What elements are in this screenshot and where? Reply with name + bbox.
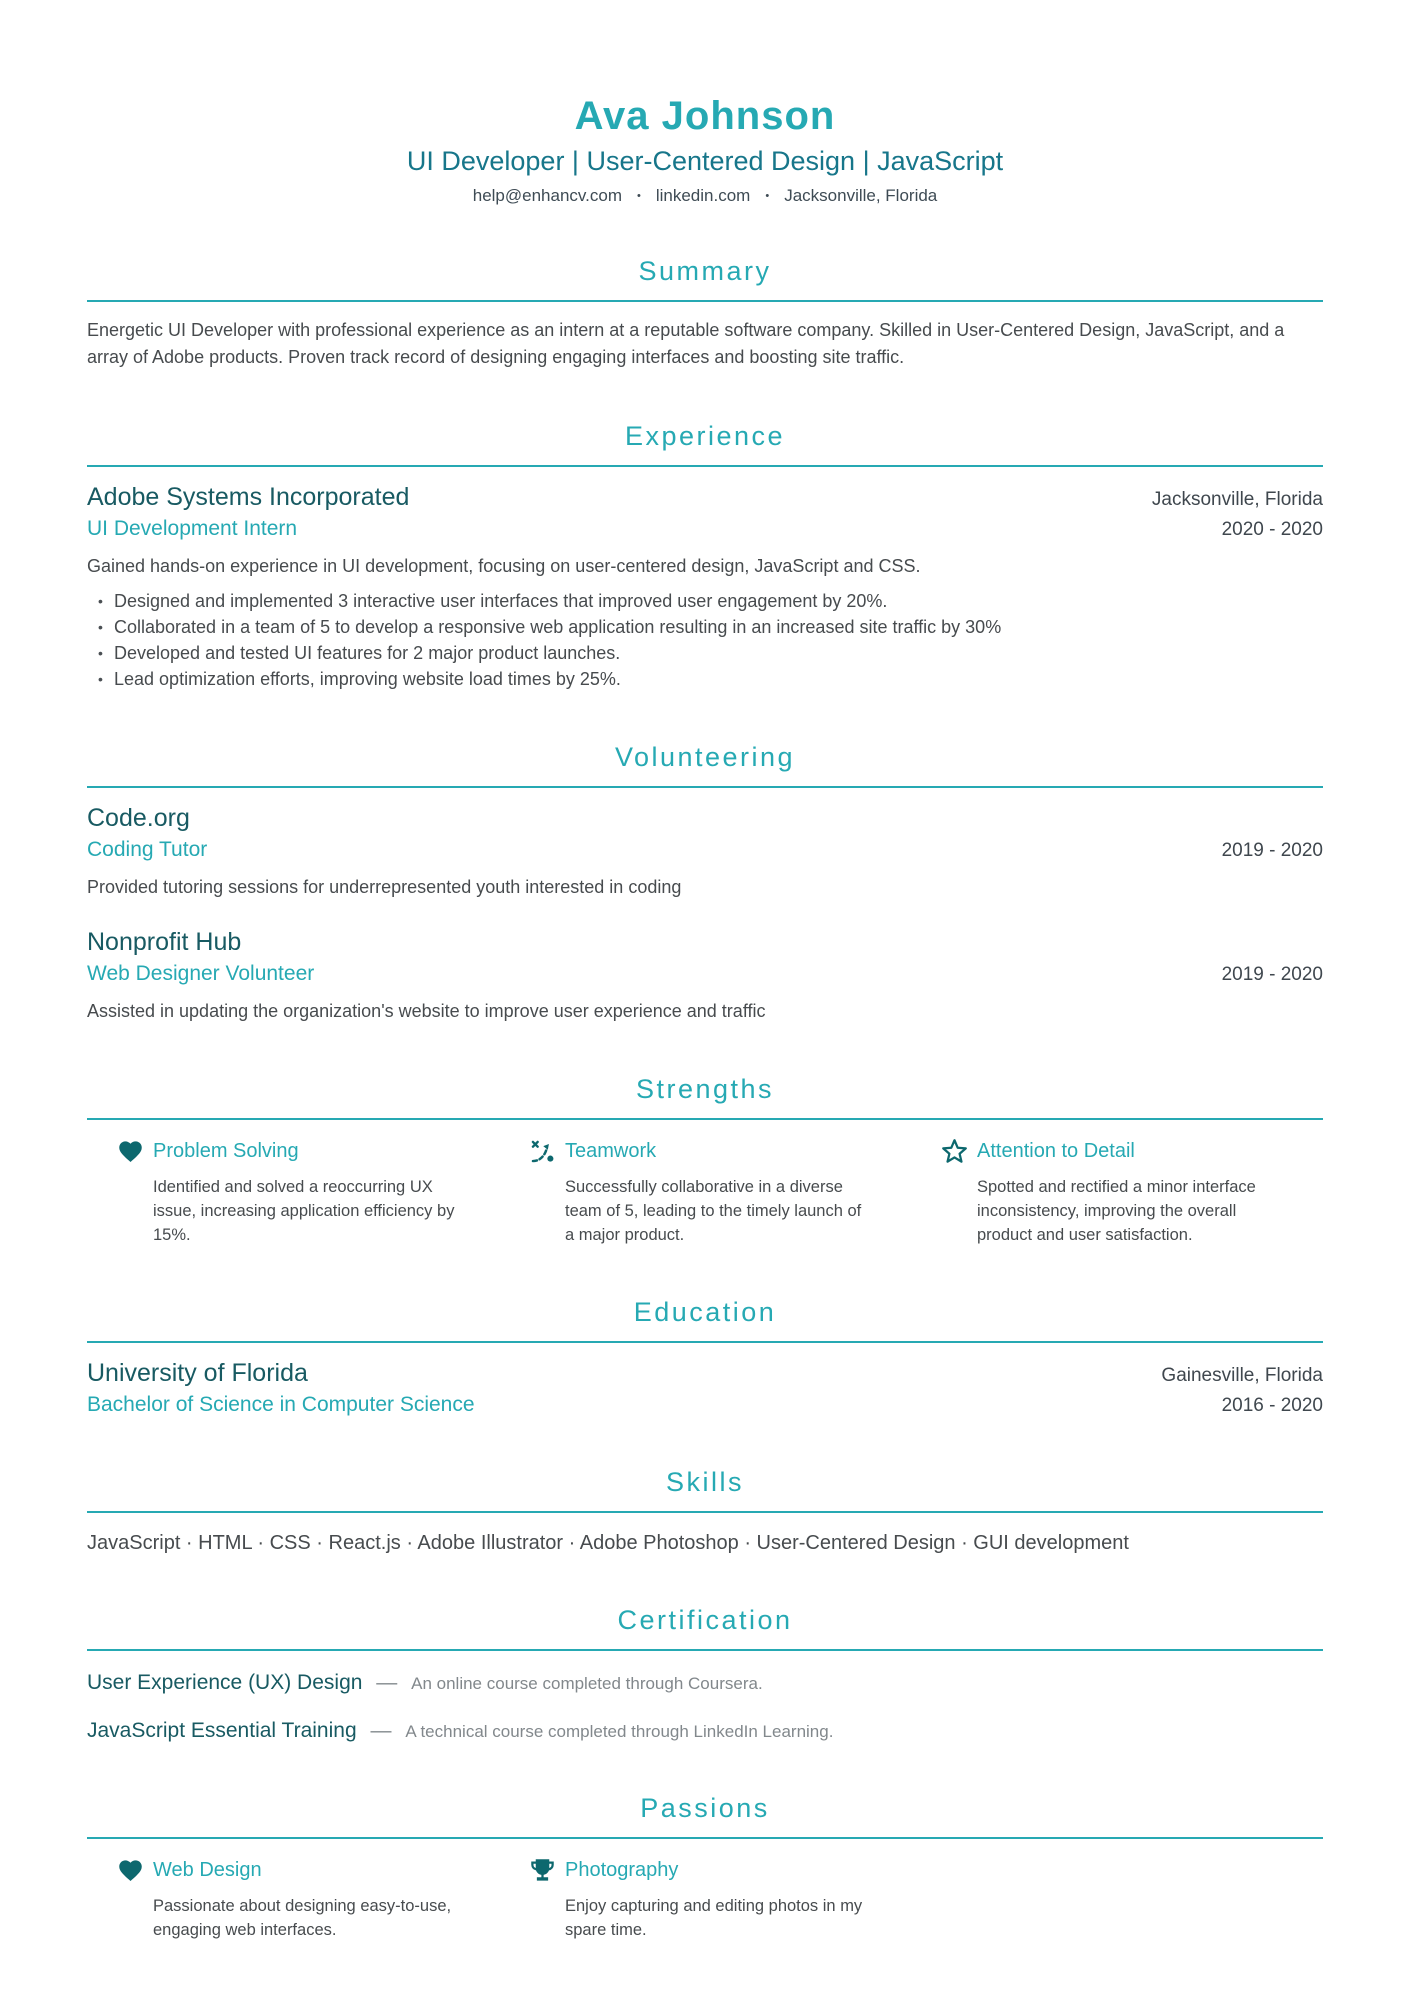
section-heading-strengths: Strengths bbox=[635, 1074, 775, 1104]
job-title: UI Developer | User-Centered Design | JavaScript bbox=[406, 146, 1004, 176]
heart-icon bbox=[117, 1138, 144, 1165]
role-row bbox=[87, 512, 1323, 541]
certification-entry bbox=[87, 1671, 1323, 1695]
org-row bbox=[87, 928, 1323, 957]
passion-item-empty bbox=[911, 1857, 1323, 1942]
achievement-list bbox=[87, 588, 1323, 692]
role-description: Assisted in updating the organization's website to improve user experience and traffic bbox=[87, 1001, 766, 1021]
passions-grid bbox=[87, 1857, 1323, 1942]
role-dates: 2020 - 2020 bbox=[1221, 519, 1323, 540]
dash-separator: — bbox=[370, 1719, 392, 1742]
role-row bbox=[87, 957, 1323, 986]
strength-title: Teamwork bbox=[565, 1140, 657, 1162]
experience-entry bbox=[87, 483, 1323, 692]
passion-text: Enjoy capturing and editing photos in my spare time. bbox=[565, 1897, 863, 1939]
section-heading-experience: Experience bbox=[624, 421, 786, 451]
passion-item bbox=[499, 1857, 911, 1942]
section-education bbox=[87, 1297, 1323, 1417]
school-name: University of Florida bbox=[87, 1359, 308, 1387]
strengths-grid bbox=[87, 1138, 1323, 1247]
contact-location: Jacksonville, Florida bbox=[784, 186, 938, 205]
star-icon bbox=[941, 1138, 968, 1165]
role-title: UI Development Intern bbox=[87, 517, 298, 540]
strength-title: Attention to Detail bbox=[977, 1140, 1135, 1162]
contact-linkedin[interactable]: linkedin.com bbox=[655, 186, 751, 205]
section-heading-education: Education bbox=[633, 1297, 777, 1327]
dash-separator: — bbox=[376, 1671, 398, 1694]
role-title: Coding Tutor bbox=[87, 838, 208, 861]
role-dates: 2019 - 2020 bbox=[1221, 840, 1323, 861]
section-rule bbox=[87, 1118, 1323, 1120]
strength-text: Identified and solved a reoccurring UX issue, increasing application efficiency by 15%. bbox=[153, 1178, 455, 1244]
role-dates: 2019 - 2020 bbox=[1221, 964, 1323, 985]
role-description: Gained hands-on experience in UI development, focusing on user-centered design, JavaScript and CSS. bbox=[87, 556, 921, 576]
company-row bbox=[87, 483, 1323, 512]
strength-item bbox=[911, 1138, 1323, 1247]
org-name: Code.org bbox=[87, 804, 190, 832]
role-title: Web Designer Volunteer bbox=[87, 962, 315, 985]
certification-entry bbox=[87, 1719, 1323, 1743]
section-heading-certification: Certification bbox=[617, 1605, 793, 1635]
separator-dot: • bbox=[636, 190, 641, 202]
summary-text: Energetic UI Developer with professional experience as an intern at a reputable software company. Skilled in User-Centered Design, JavaScript, and a array of Adobe products. Proven track record of designing engaging interfaces and boosting site traffic. bbox=[87, 320, 1285, 367]
achievement-item: • Designed and implemented 3 interactive user interfaces that improved user engagement by 20%. bbox=[87, 588, 1323, 614]
resume-header bbox=[87, 0, 1323, 206]
section-rule bbox=[87, 1649, 1323, 1651]
strength-item bbox=[499, 1138, 911, 1247]
org-name: Nonprofit Hub bbox=[87, 928, 242, 956]
separator-dot: • bbox=[765, 190, 770, 202]
achievement-item: • Collaborated in a team of 5 to develop a responsive web application resulting in an increased site traffic by 30% bbox=[87, 614, 1323, 640]
company-name: Adobe Systems Incorporated bbox=[87, 483, 410, 511]
section-rule bbox=[87, 300, 1323, 302]
section-strengths bbox=[87, 1074, 1323, 1247]
certification-description: An online course completed through Coursera. bbox=[411, 1674, 763, 1693]
strength-text: Spotted and rectified a minor interface inconsistency, improving the overall product and user satisfaction. bbox=[977, 1178, 1256, 1244]
achievement-item: • Developed and tested UI features for 2 major product launches. bbox=[87, 640, 1323, 666]
skills-list: JavaScript · HTML · CSS · React.js · Adobe Illustrator · Adobe Photoshop · User-Centered Design · GUI development bbox=[87, 1532, 1129, 1554]
school-row bbox=[87, 1359, 1323, 1388]
passion-title: Web Design bbox=[153, 1859, 262, 1881]
section-rule bbox=[87, 1837, 1323, 1839]
org-row bbox=[87, 804, 1323, 833]
section-skills bbox=[87, 1467, 1323, 1555]
degree-row bbox=[87, 1388, 1323, 1417]
education-entry bbox=[87, 1359, 1323, 1417]
section-experience bbox=[87, 421, 1323, 692]
heart-icon bbox=[117, 1857, 144, 1884]
section-passions bbox=[87, 1793, 1323, 1942]
strategy-icon bbox=[529, 1138, 556, 1165]
certification-description: A technical course completed through LinkedIn Learning. bbox=[405, 1722, 834, 1741]
volunteering-entry bbox=[87, 804, 1323, 900]
role-row bbox=[87, 833, 1323, 862]
section-rule bbox=[87, 1511, 1323, 1513]
section-certification bbox=[87, 1605, 1323, 1743]
role-description: Provided tutoring sessions for underrepresented youth interested in coding bbox=[87, 877, 682, 897]
passion-item bbox=[87, 1857, 499, 1942]
strength-text: Successfully collaborative in a diverse team of 5, leading to the timely launch of a major product. bbox=[565, 1178, 862, 1244]
section-rule bbox=[87, 786, 1323, 788]
strength-item bbox=[87, 1138, 499, 1247]
contact-row bbox=[87, 186, 1323, 206]
section-volunteering bbox=[87, 742, 1323, 1024]
section-rule bbox=[87, 1341, 1323, 1343]
contact-email[interactable]: help@enhancv.com bbox=[472, 186, 622, 205]
school-location: Gainesville, Florida bbox=[1161, 1365, 1323, 1386]
section-summary bbox=[87, 256, 1323, 371]
section-heading-passions: Passions bbox=[640, 1793, 770, 1823]
section-heading-volunteering: Volunteering bbox=[614, 742, 796, 772]
achievement-item: • Lead optimization efforts, improving website load times by 25%. bbox=[87, 666, 1323, 692]
certification-name: User Experience (UX) Design bbox=[87, 1671, 363, 1694]
section-heading-summary: Summary bbox=[638, 256, 772, 286]
passion-text: Passionate about designing easy-to-use, engaging web interfaces. bbox=[153, 1897, 452, 1939]
degree-title: Bachelor of Science in Computer Science bbox=[87, 1393, 475, 1416]
volunteering-entry bbox=[87, 928, 1323, 1024]
section-rule bbox=[87, 465, 1323, 467]
company-location: Jacksonville, Florida bbox=[1151, 489, 1323, 510]
certification-name: JavaScript Essential Training bbox=[87, 1719, 357, 1742]
strength-title: Problem Solving bbox=[153, 1140, 299, 1162]
passion-title: Photography bbox=[565, 1859, 679, 1881]
section-heading-skills: Skills bbox=[665, 1467, 744, 1497]
person-name: Ava Johnson bbox=[574, 94, 836, 138]
degree-dates: 2016 - 2020 bbox=[1221, 1395, 1323, 1416]
trophy-icon bbox=[529, 1857, 556, 1884]
